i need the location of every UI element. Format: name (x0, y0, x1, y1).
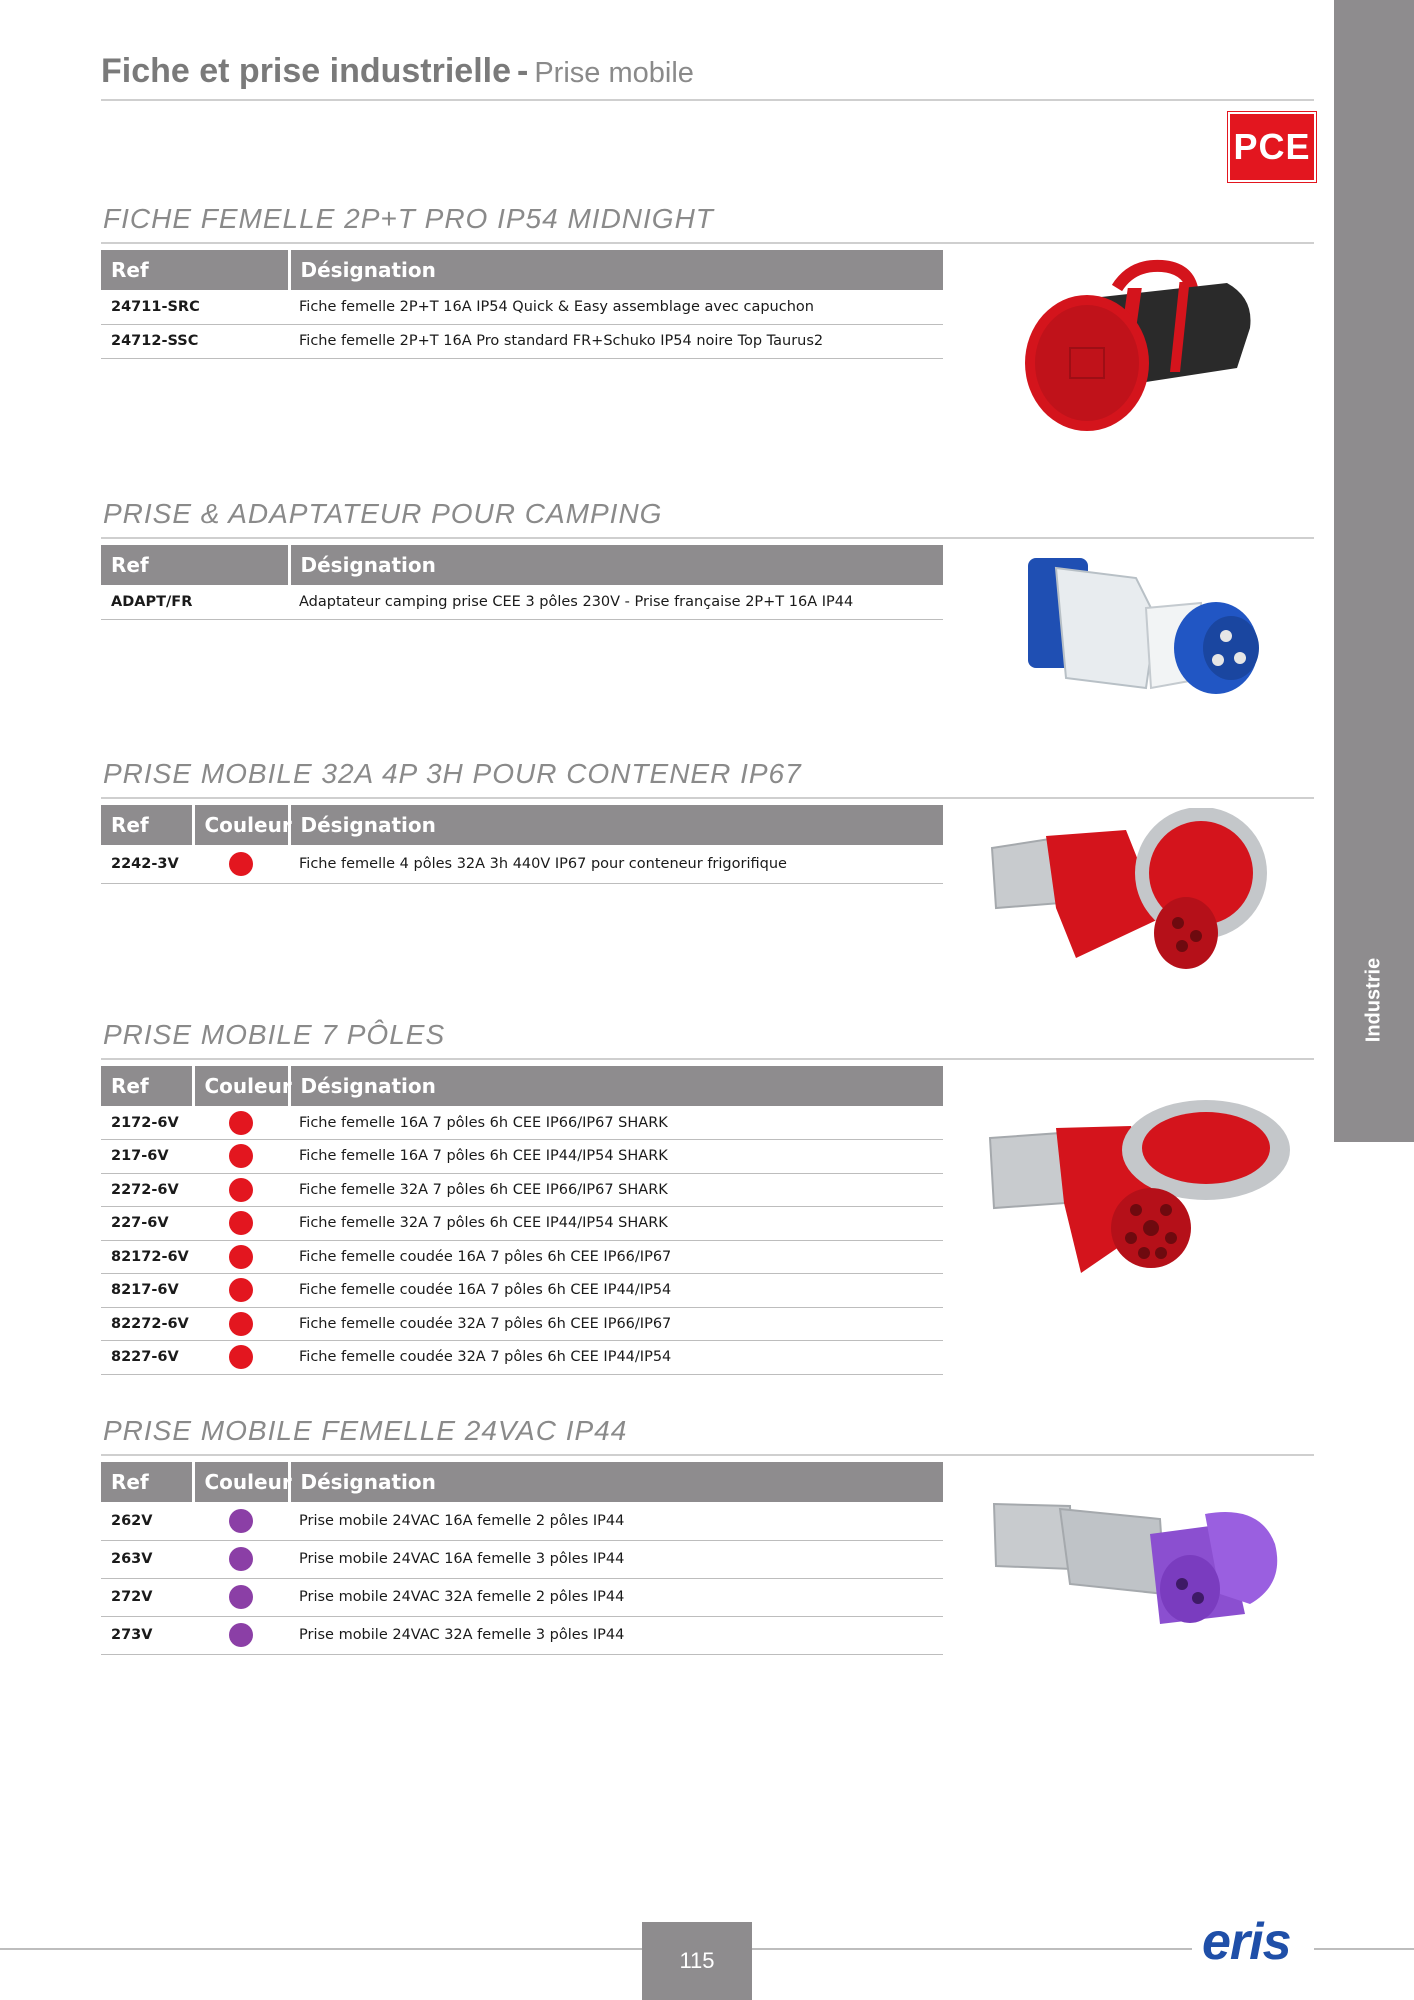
section-divider (101, 242, 1314, 244)
product-designation: Prise mobile 24VAC 32A femelle 2 pôles IP44 (289, 1578, 943, 1616)
color-swatch-red (229, 1111, 253, 1135)
product-designation: Adaptateur camping prise CEE 3 pôles 230V - Prise française 2P+T 16A IP44 (289, 585, 943, 619)
product-table (101, 545, 943, 620)
table-row[interactable] (101, 1578, 943, 1616)
section-32a-container-socket (101, 757, 1314, 872)
page-title-main: Fiche et prise industrielle (101, 52, 512, 90)
page-number: 115 (642, 1922, 752, 2000)
product-designation: Prise mobile 24VAC 32A femelle 3 pôles IP44 (289, 1616, 943, 1654)
product-designation: Fiche femelle coudée 32A 7 pôles 6h CEE IP44/IP54 (289, 1341, 943, 1375)
color-swatch-red (229, 1245, 253, 1269)
section-heading: PRISE MOBILE 7 PÔLES (103, 1019, 446, 1050)
section-divider (101, 1058, 1314, 1060)
product-designation: Fiche femelle 32A 7 pôles 6h CEE IP66/IP67 SHARK (289, 1173, 943, 1207)
table-row[interactable] (101, 585, 943, 619)
product-ref: 263V (101, 1540, 193, 1578)
section-heading: FICHE FEMELLE 2P+T PRO IP54 MIDNIGHT (103, 203, 714, 234)
column-header-color: Couleur (193, 1066, 289, 1106)
page-title-separator: - (517, 52, 529, 90)
product-designation: Fiche femelle 4 pôles 32A 3h 440V IP67 pour conteneur frigorifique (289, 845, 943, 883)
table-row[interactable] (101, 1207, 943, 1241)
table-row[interactable] (101, 324, 943, 358)
color-swatch-purple (229, 1623, 253, 1647)
section-divider (101, 537, 1314, 539)
product-ref: 2272-6V (101, 1173, 193, 1207)
color-swatch-red (229, 1178, 253, 1202)
table-header-row (101, 1462, 943, 1502)
color-swatch-red (229, 1211, 253, 1235)
product-designation: Prise mobile 24VAC 16A femelle 2 pôles IP44 (289, 1502, 943, 1540)
product-ref: 8217-6V (101, 1274, 193, 1308)
product-image-camping-adapter (1026, 548, 1266, 717)
table-row[interactable] (101, 1274, 943, 1308)
page-subtitle: Prise mobile (534, 57, 694, 89)
product-table (101, 250, 943, 359)
eris-brand-logo: eris (1202, 1913, 1291, 1971)
product-designation: Fiche femelle 16A 7 pôles 6h CEE IP66/IP67 SHARK (289, 1106, 943, 1140)
column-header-ref: Ref (101, 545, 289, 585)
side-category-tab[interactable] (1334, 0, 1414, 1142)
side-category-label: Industrie (1362, 957, 1385, 1043)
column-header-designation: Désignation (289, 805, 943, 845)
product-ref: 227-6V (101, 1207, 193, 1241)
product-designation: Prise mobile 24VAC 16A femelle 3 pôles IP44 (289, 1540, 943, 1578)
column-header-ref: Ref (101, 250, 289, 290)
title-divider (101, 99, 1314, 101)
product-image-7-pole-socket (986, 1098, 1306, 1287)
product-ref: 82272-6V (101, 1307, 193, 1341)
color-swatch-red (229, 852, 253, 876)
table-row[interactable] (101, 1540, 943, 1578)
column-header-ref: Ref (101, 805, 193, 845)
product-image-midnight-socket (1022, 258, 1262, 452)
table-header-row (101, 805, 943, 845)
section-heading: PRISE & ADAPTATEUR POUR CAMPING (103, 498, 663, 529)
footer-rule-left (0, 1948, 642, 1950)
product-designation: Fiche femelle 2P+T 16A IP54 Quick & Easy assemblage avec capuchon (289, 290, 943, 324)
table-row[interactable] (101, 1502, 943, 1540)
product-ref: 2172-6V (101, 1106, 193, 1140)
table-row[interactable] (101, 1140, 943, 1174)
product-designation: Fiche femelle coudée 16A 7 pôles 6h CEE IP66/IP67 (289, 1240, 943, 1274)
table-row[interactable] (101, 1341, 943, 1375)
table-header-row (101, 250, 943, 290)
column-header-designation: Désignation (289, 1462, 943, 1502)
table-header-row (101, 545, 943, 585)
product-ref: 272V (101, 1578, 193, 1616)
section-heading: PRISE MOBILE FEMELLE 24VAC IP44 (103, 1415, 628, 1446)
section-24vac-socket (101, 1414, 1314, 1643)
color-swatch-purple (229, 1585, 253, 1609)
color-swatch-red (229, 1345, 253, 1369)
product-ref: 273V (101, 1616, 193, 1654)
column-header-ref: Ref (101, 1066, 193, 1106)
section-7-pole-socket (101, 1018, 1314, 1366)
product-image-32a-socket (986, 808, 1306, 977)
product-ref: 82172-6V (101, 1240, 193, 1274)
section-divider (101, 797, 1314, 799)
section-camping-adapter (101, 497, 1314, 610)
product-ref: 8227-6V (101, 1341, 193, 1375)
section-divider (101, 1454, 1314, 1456)
product-designation: Fiche femelle 32A 7 pôles 6h CEE IP44/IP54 SHARK (289, 1207, 943, 1241)
product-designation: Fiche femelle coudée 16A 7 pôles 6h CEE IP44/IP54 (289, 1274, 943, 1308)
product-ref: 24711-SRC (101, 290, 289, 324)
section-heading: PRISE MOBILE 32A 4P 3H POUR CONTENER IP67 (103, 758, 802, 789)
product-ref: ADAPT/FR (101, 585, 289, 619)
section-fiche-femelle-midnight (101, 202, 1314, 349)
product-table (101, 805, 943, 884)
page-title (101, 52, 694, 91)
table-row[interactable] (101, 290, 943, 324)
product-ref: 24712-SSC (101, 324, 289, 358)
table-row[interactable] (101, 1307, 943, 1341)
product-designation: Fiche femelle 16A 7 pôles 6h CEE IP44/IP54 SHARK (289, 1140, 943, 1174)
product-table (101, 1066, 943, 1375)
color-swatch-purple (229, 1547, 253, 1571)
color-swatch-red (229, 1144, 253, 1168)
column-header-designation: Désignation (289, 250, 943, 290)
column-header-designation: Désignation (289, 1066, 943, 1106)
color-swatch-purple (229, 1509, 253, 1533)
table-header-row (101, 1066, 943, 1106)
product-ref: 217-6V (101, 1140, 193, 1174)
table-row[interactable] (101, 1106, 943, 1140)
table-row[interactable] (101, 1616, 943, 1654)
product-image-24v-socket (990, 1494, 1300, 1648)
product-designation: Fiche femelle coudée 32A 7 pôles 6h CEE IP66/IP67 (289, 1307, 943, 1341)
color-swatch-red (229, 1312, 253, 1336)
product-ref: 262V (101, 1502, 193, 1540)
table-row[interactable] (101, 1173, 943, 1207)
column-header-designation: Désignation (289, 545, 943, 585)
footer-rule-middle (752, 1948, 1192, 1950)
column-header-ref: Ref (101, 1462, 193, 1502)
color-swatch-red (229, 1278, 253, 1302)
column-header-color: Couleur (193, 805, 289, 845)
table-row[interactable] (101, 1240, 943, 1274)
product-table (101, 1462, 943, 1655)
pce-brand-logo: PCE (1228, 112, 1316, 182)
column-header-color: Couleur (193, 1462, 289, 1502)
table-row[interactable] (101, 845, 943, 883)
product-designation: Fiche femelle 2P+T 16A Pro standard FR+Schuko IP54 noire Top Taurus2 (289, 324, 943, 358)
product-ref: 2242-3V (101, 845, 193, 883)
footer-rule-right (1314, 1948, 1414, 1950)
